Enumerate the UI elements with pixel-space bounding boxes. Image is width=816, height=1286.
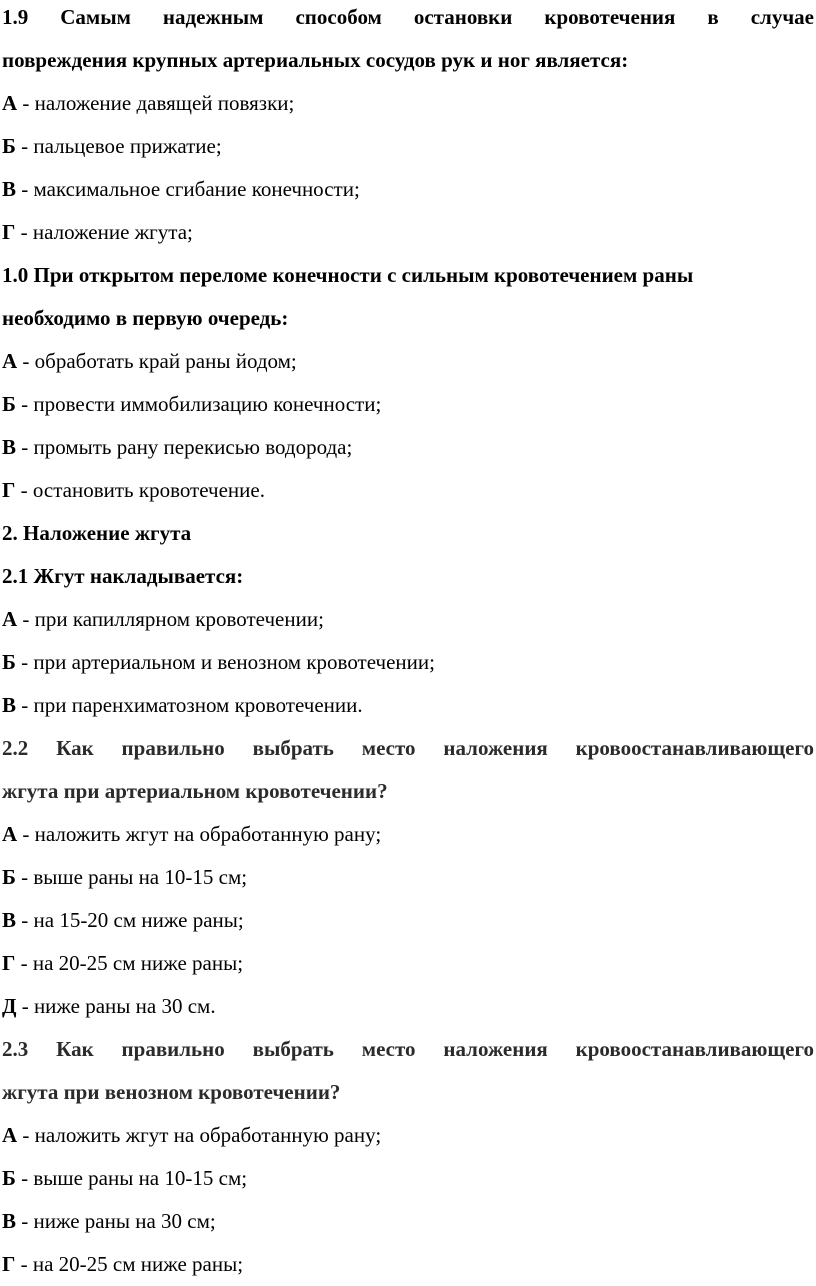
answer-text: - ниже раны на 30 см;: [16, 1209, 216, 1233]
answer-letter: Г: [2, 220, 16, 244]
answer-text: - при паренхиматозном кровотечении.: [16, 693, 363, 717]
answer-text: - пальцевое прижатие;: [15, 134, 222, 158]
question-1-0-line-2: необходимо в первую очередь:: [2, 306, 289, 330]
question-1-0-line-1: 1.0 При открытом переломе конечности с сильным кровотечением раны: [2, 263, 694, 287]
answer-2-2-d: [2, 942, 814, 985]
answer-text: - промыть рану перекисью водорода;: [16, 435, 353, 459]
answer-text: - на 15-20 см ниже раны;: [16, 908, 244, 932]
answer-letter: А: [2, 349, 18, 373]
answer-letter: В: [2, 693, 17, 717]
answer-letter: Г: [2, 1252, 16, 1276]
answer-text: - максимальное сгибание конечности;: [16, 177, 360, 201]
answer-letter: Б: [2, 650, 16, 674]
question-2-3-line-2: жгута при венозном кровотечении?: [2, 1080, 341, 1104]
answer-text: - наложение давящей повязки;: [17, 91, 295, 115]
question-2-3-line-1: 2.3 Как правильно выбрать место наложения кровоостанавливающего: [2, 1037, 814, 1061]
answer-2-3-b: [2, 1157, 814, 1200]
answer-1-0-c: [2, 426, 814, 469]
answer-1-0-d: [2, 469, 814, 512]
answer-text: - выше раны на 10-15 см;: [15, 1166, 248, 1190]
answer-text: - на 20-25 см ниже раны;: [15, 1252, 244, 1276]
answer-2-3-c: [2, 1200, 814, 1243]
answer-letter: Г: [2, 478, 16, 502]
answer-letter: В: [2, 435, 17, 459]
question-1-9-line-1: 1.9 Самым надежным способом остановки кровотечения в случае: [2, 5, 814, 29]
answer-letter: Б: [2, 1166, 16, 1190]
answer-letter: Д: [2, 994, 17, 1018]
answer-text: - наложить жгут на обработанную рану;: [17, 1123, 382, 1147]
answer-text: - при капиллярном кровотечении;: [17, 607, 324, 631]
answer-1-9-b: [2, 125, 814, 168]
answer-1-9-c: [2, 168, 814, 211]
answer-2-2-b: [2, 856, 814, 899]
question-2-2-line-1: 2.2 Как правильно выбрать место наложения кровоостанавливающего: [2, 736, 814, 760]
answer-letter: Б: [2, 134, 16, 158]
answer-2-2-e: [2, 985, 814, 1028]
answer-2-1-c: [2, 684, 814, 727]
answer-letter: Б: [2, 865, 16, 889]
answer-text: - наложить жгут на обработанную рану;: [17, 822, 382, 846]
answer-text: - при артериальном и венозном кровотечении;: [15, 650, 435, 674]
answer-text: - на 20-25 см ниже раны;: [15, 951, 244, 975]
section-2-title: 2. Наложение жгута: [2, 521, 192, 545]
answer-2-2-c: [2, 899, 814, 942]
answer-text: - наложение жгута;: [15, 220, 193, 244]
answer-2-3-d: [2, 1243, 814, 1286]
question-2-2-line-2: жгута при артериальном кровотечении?: [2, 779, 388, 803]
answer-2-3-a: [2, 1114, 814, 1157]
answer-letter: А: [2, 607, 18, 631]
answer-letter: Б: [2, 392, 16, 416]
answer-2-2-a: [2, 813, 814, 856]
answer-text: - выше раны на 10-15 см;: [15, 865, 248, 889]
answer-letter: В: [2, 1209, 17, 1233]
answer-1-9-d: [2, 211, 814, 254]
answer-text: - провести иммобилизацию конечности;: [15, 392, 382, 416]
answer-2-1-b: [2, 641, 814, 684]
answer-1-0-b: [2, 383, 814, 426]
answer-text: - ниже раны на 30 см.: [16, 994, 216, 1018]
question-1-9-line-2: повреждения крупных артериальных сосудов рук и ног является:: [2, 48, 629, 72]
answer-letter: А: [2, 1123, 18, 1147]
question-2-1-line-1: 2.1 Жгут накладывается:: [2, 564, 244, 588]
answer-letter: Г: [2, 951, 16, 975]
answer-text: - остановить кровотечение.: [15, 478, 265, 502]
answer-letter: В: [2, 177, 17, 201]
answer-2-1-a: [2, 598, 814, 641]
document-page: [2, 0, 814, 1286]
answer-1-0-a: [2, 340, 814, 383]
answer-letter: А: [2, 822, 18, 846]
answer-letter: В: [2, 908, 17, 932]
answer-letter: А: [2, 91, 18, 115]
answer-1-9-a: [2, 82, 814, 125]
answer-text: - обработать край раны йодом;: [17, 349, 297, 373]
